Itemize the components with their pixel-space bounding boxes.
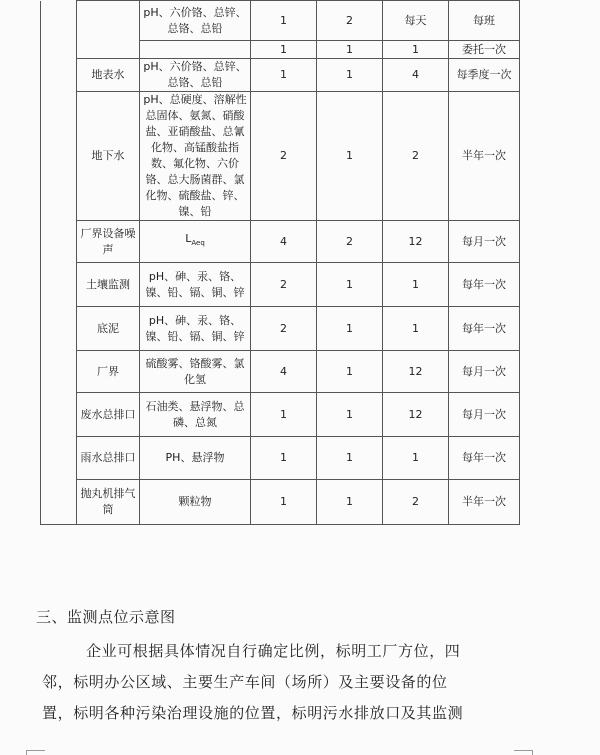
times-cell: 2 — [383, 92, 449, 221]
items-cell: pH、砷、汞、铬、镍、铅、镉、铜、锌 — [140, 263, 251, 307]
items-cell: 硫酸雾、铬酸雾、氯化氢 — [140, 351, 251, 393]
table-row — [41, 351, 520, 393]
paragraph-line: 置，标明各种污染治理设施的位置，标明污水排放口及其监测 — [42, 704, 464, 722]
table-row — [41, 480, 520, 525]
outer-category-cell — [41, 1, 77, 525]
points-cell: 2 — [251, 263, 317, 307]
table-row — [41, 263, 520, 307]
table-row — [41, 437, 520, 480]
times-cell: 12 — [383, 221, 449, 263]
count-cell: 1 — [317, 92, 383, 221]
items-cell: pH、总硬度、溶解性总固体、氨氮、硝酸盐、亚硝酸盐、总氰化物、高锰酸盐指数、氟化物、六价铬、总大肠菌群、氯化物、硫酸盐、锌、镍、铅 — [140, 92, 251, 221]
table-row — [41, 92, 520, 221]
paragraph-line: 企业可根据具体情况自行确定比例，标明工厂方位，四 — [86, 642, 461, 660]
count-cell: 1 — [317, 351, 383, 393]
frequency-cell: 每年一次 — [449, 437, 520, 480]
category-cell: 厂界设备噪声 — [77, 221, 140, 263]
frequency-cell: 每月一次 — [449, 351, 520, 393]
frequency-cell: 每月一次 — [449, 221, 520, 263]
count-cell: 1 — [317, 41, 383, 59]
monitoring-table-wrapper — [40, 0, 519, 516]
points-cell: 2 — [251, 307, 317, 351]
frequency-cell: 每班 — [449, 1, 520, 41]
paragraph-line: 邻，标明办公区域、主要生产车间（场所）及主要设备的位 — [42, 673, 448, 691]
category-cell: 厂界 — [77, 351, 140, 393]
frequency-cell: 半年一次 — [449, 480, 520, 525]
times-cell: 4 — [383, 59, 449, 92]
points-cell: 1 — [251, 393, 317, 437]
count-cell: 2 — [317, 1, 383, 41]
table-row — [41, 307, 520, 351]
points-cell: 2 — [251, 92, 317, 221]
frequency-cell: 每季度一次 — [449, 59, 520, 92]
frequency-cell: 每月一次 — [449, 393, 520, 437]
leq-symbol: $L_{Aeq}$ — [185, 232, 205, 248]
section-title: 三、监测点位示意图 — [36, 608, 176, 626]
times-cell: 1 — [383, 41, 449, 59]
category-cell: 地表水 — [77, 59, 140, 92]
category-cell: 底泥 — [77, 307, 140, 351]
category-cell: 废水总排口 — [77, 393, 140, 437]
frequency-cell: 委托一次 — [449, 41, 520, 59]
items-cell: PH、悬浮物 — [140, 437, 251, 480]
times-cell: 1 — [383, 307, 449, 351]
items-cell: 石油类、悬浮物、总磷、总氮 — [140, 393, 251, 437]
page-corner-mark — [514, 750, 533, 755]
count-cell: 1 — [317, 437, 383, 480]
table-row — [41, 59, 520, 92]
times-cell: 1 — [383, 263, 449, 307]
items-cell: 颗粒物 — [140, 480, 251, 525]
page-corner-mark — [26, 750, 45, 755]
category-cell: 雨水总排口 — [77, 437, 140, 480]
count-cell: 1 — [317, 59, 383, 92]
times-cell: 每天 — [383, 1, 449, 41]
frequency-cell: 每年一次 — [449, 263, 520, 307]
count-cell: 1 — [317, 307, 383, 351]
items-cell: pH、砷、汞、铬、镍、铅、镉、铜、锌 — [140, 307, 251, 351]
points-cell: 1 — [251, 437, 317, 480]
count-cell: 2 — [317, 221, 383, 263]
items-cell — [140, 41, 251, 59]
points-cell: 1 — [251, 480, 317, 525]
category-cell: 抛丸机排气筒 — [77, 480, 140, 525]
section-paragraph — [42, 636, 542, 729]
items-cell: pH、六价铬、总锌、总铬、总铅 — [140, 1, 251, 41]
items-cell — [140, 221, 251, 263]
category-cell: 地下水 — [77, 92, 140, 221]
points-cell: 4 — [251, 221, 317, 263]
frequency-cell: 每年一次 — [449, 307, 520, 351]
frequency-cell: 半年一次 — [449, 92, 520, 221]
category-cell — [77, 1, 140, 59]
count-cell: 1 — [317, 263, 383, 307]
points-cell: 1 — [251, 59, 317, 92]
times-cell: 12 — [383, 393, 449, 437]
items-cell: pH、六价铬、总锌、总铬、总铅 — [140, 59, 251, 92]
times-cell: 12 — [383, 351, 449, 393]
table-row — [41, 1, 520, 41]
table-row — [41, 221, 520, 263]
points-cell: 1 — [251, 41, 317, 59]
points-cell: 4 — [251, 351, 317, 393]
table-row — [41, 393, 520, 437]
count-cell: 1 — [317, 480, 383, 525]
monitoring-table — [40, 0, 520, 525]
points-cell: 1 — [251, 1, 317, 41]
times-cell: 1 — [383, 437, 449, 480]
category-cell: 土壤监测 — [77, 263, 140, 307]
times-cell: 2 — [383, 480, 449, 525]
count-cell: 1 — [317, 393, 383, 437]
